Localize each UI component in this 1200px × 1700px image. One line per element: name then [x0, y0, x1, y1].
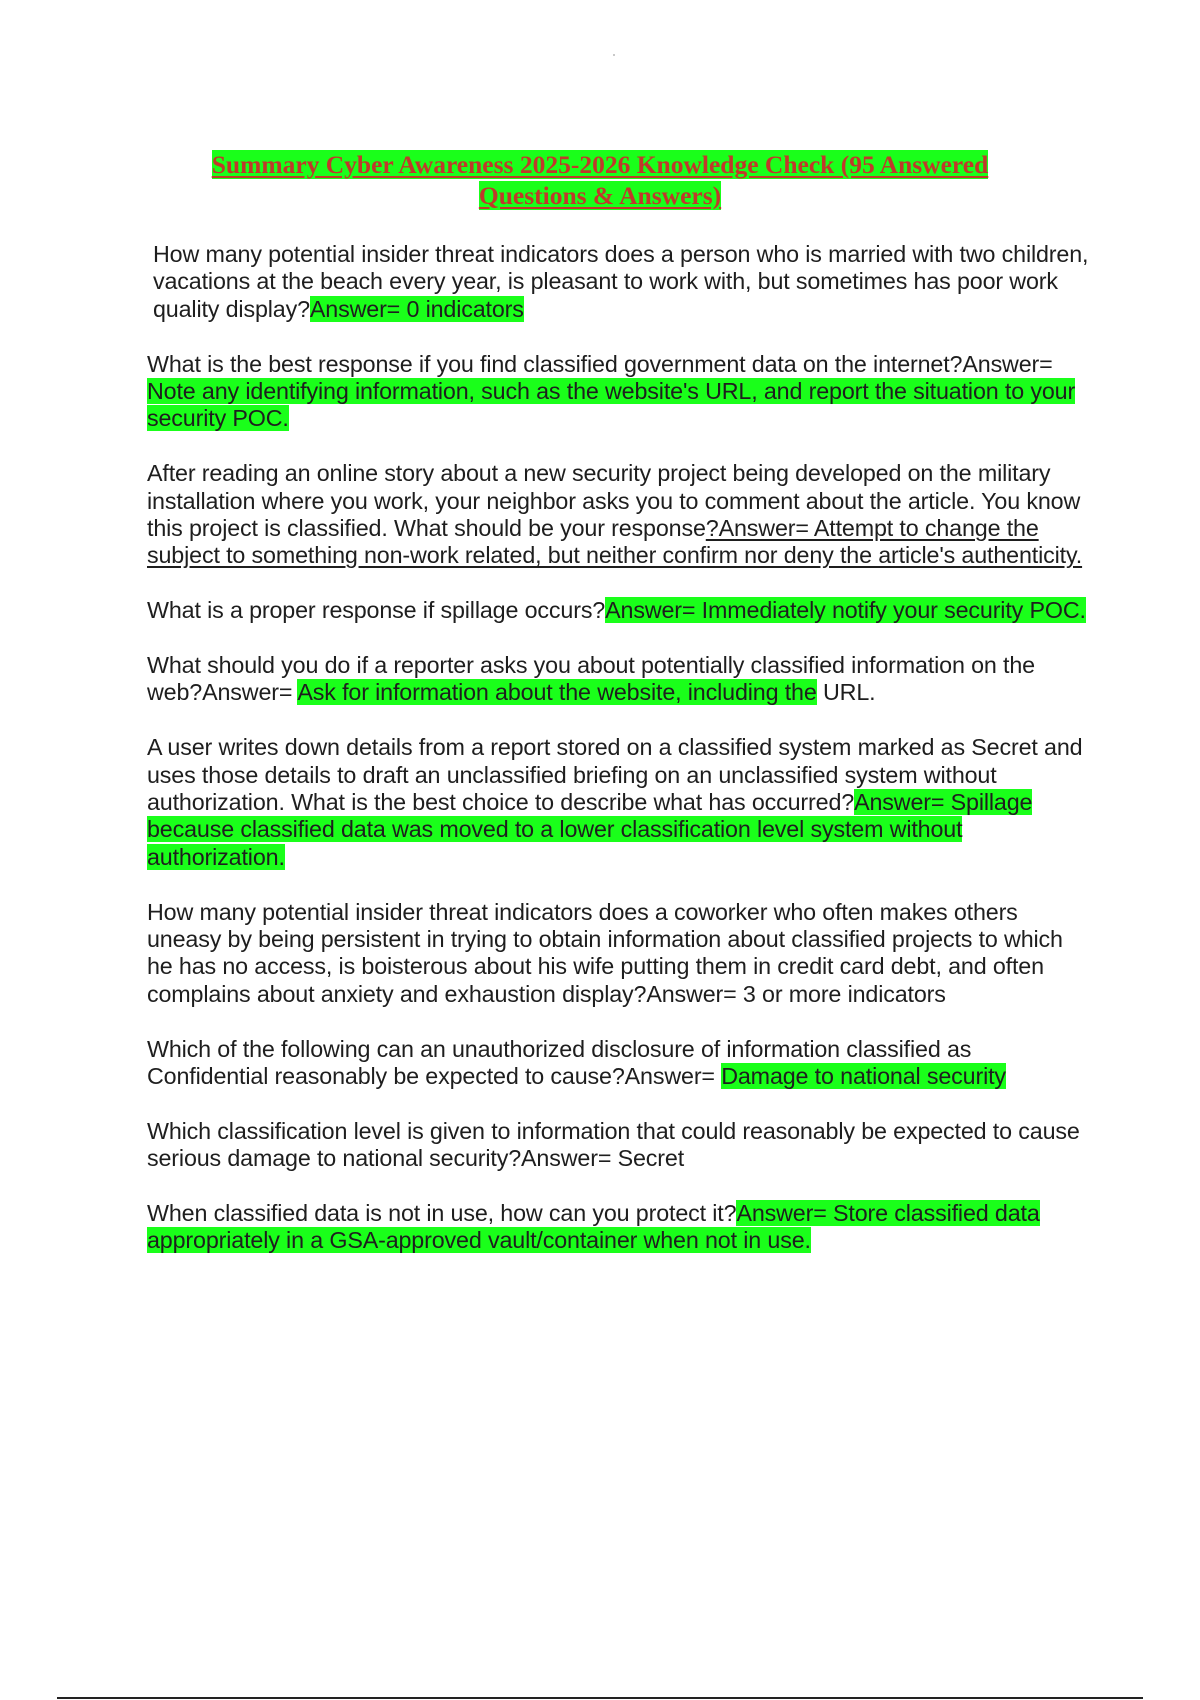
qa-item — [147, 1118, 1092, 1173]
document-title — [120, 149, 1080, 211]
answer-text: Answer= Store classified data appropriately in a GSA-approved vault/container when not in use. — [147, 1200, 1040, 1254]
answer-text: Damage to national security — [721, 1063, 1006, 1090]
qa-list — [147, 241, 1092, 1282]
answer-text: Answer= 0 indicators — [309, 295, 524, 322]
question-text: How many potential insider threat indicators does a coworker who often makes others uneasy by being persistent in trying to obtain information about classified projects to which he has no access, is boisterous about his wife putting them in credit card debt, and often complains about anxiety and exhaustion display?Answer= 3 or more indicators — [147, 898, 1063, 1007]
answer-text: Answer= Spillage because classified data was moved to a lower classification level system without authorization. — [147, 789, 1033, 870]
qa-item — [147, 652, 1092, 707]
qa-item — [147, 597, 1092, 624]
question-text: A user writes down details from a report stored on a classified system marked as Secret and uses those details to draft an unclassified briefing on an unclassified system without authorization. What is the best choice to describe what has occurred? — [147, 734, 1083, 816]
question-text: How many potential insider threat indicators does a person who is married with two children, vacations at the beach every year, is pleasant to work with, but sometimes has poor work quality display? — [153, 241, 1089, 322]
qa-item — [147, 1036, 1092, 1091]
qa-item — [147, 460, 1092, 570]
question-text: What is a proper response if spillage occurs? — [147, 597, 606, 624]
qa-item — [147, 899, 1092, 1009]
question-text: After reading an online story about a new security project being developed on the military installation where you work, your neighbor asks you to comment about the article. You know this project is classified. What should be your response — [147, 460, 1081, 542]
qa-item — [147, 351, 1092, 433]
title-line-1: Summary Cyber Awareness 2025-2026 Knowledge Check (95 Answered — [211, 150, 989, 179]
question-text: What should you do if a reporter asks you about potentially classified information on the web?Answer= — [147, 652, 1035, 706]
qa-item — [147, 734, 1092, 871]
answer-tail-text: URL. — [816, 679, 876, 706]
scan-speck — [613, 54, 615, 56]
question-text: Which of the following can an unauthorized disclosure of information classified as Confidential reasonably be expected to cause?Answer= — [147, 1035, 972, 1090]
question-text: When classified data is not in use, how can you protect it? — [147, 1200, 737, 1227]
qa-item — [147, 1200, 1092, 1255]
question-text: What is the best response if you find classified government data on the internet?Answer= — [147, 350, 1053, 377]
question-text: Which classification level is given to information that could reasonably be expected to cause serious damage to national security?Answer= Secret — [147, 1117, 1080, 1172]
answer-text: Note any identifying information, such as the website's URL, and report the situation to your security POC. — [147, 378, 1076, 432]
answer-text: ?Answer= Attempt to change the subject to something non-work related, but neither confirm nor deny the article's authenticity. — [147, 515, 1083, 569]
page-bottom-divider — [57, 1697, 1143, 1699]
title-line-2: Questions & Answers) — [478, 181, 722, 210]
answer-text: Ask for information about the website, including the — [297, 679, 817, 706]
answer-text: Answer= Immediately notify your security POC. — [605, 597, 1086, 624]
qa-item — [147, 241, 1092, 323]
